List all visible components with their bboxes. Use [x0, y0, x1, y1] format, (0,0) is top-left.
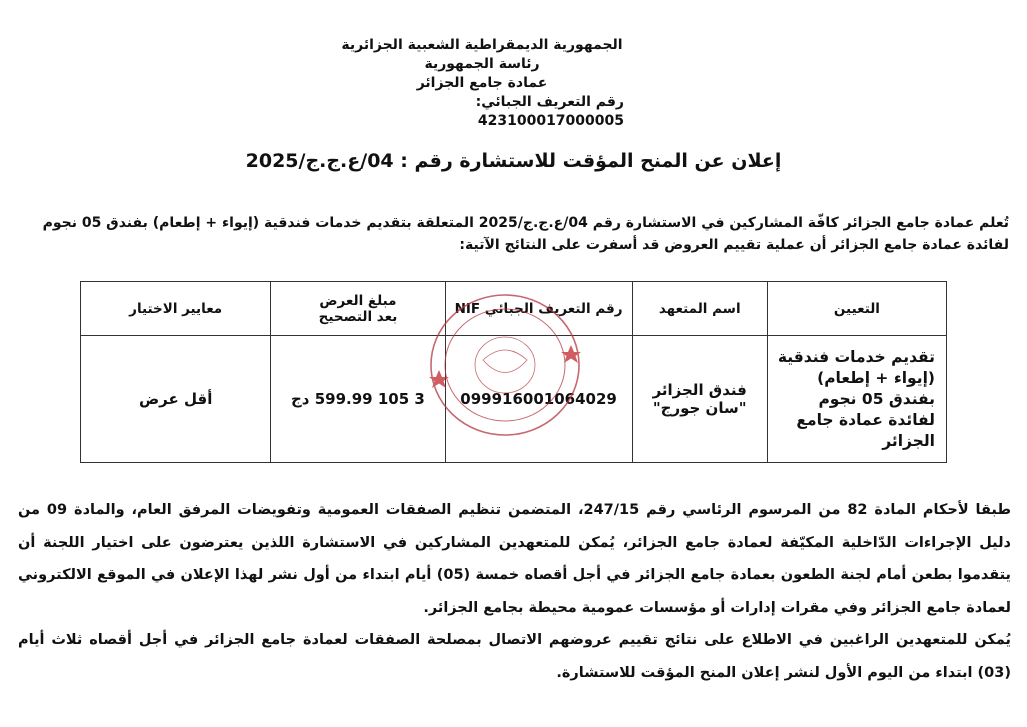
header-amount — [271, 282, 445, 336]
table-header-row — [81, 282, 947, 336]
header-criteria: معايير الاختيار — [81, 282, 271, 336]
header-designation: التعيين — [767, 282, 946, 336]
header-republic: الجمهورية الديمقراطية الشعبية الجزائرية — [341, 37, 623, 53]
header-amount-line2: بعد التصحيح — [318, 308, 398, 325]
cell-nif: 099916001064029 — [445, 336, 632, 463]
header-presidency: رئاسة الجمهورية — [424, 56, 540, 72]
cell-bidder — [632, 336, 767, 463]
table-row — [81, 336, 947, 463]
paragraph-consultation: يُمكن للمتعهدين الراغبين في الاطلاع على نتائج تقييم عروضهم الاتصال بمصلحة الصفقات لعمادة جامع الجزائر في أجل أقصاه ثلاث أيام (03) ابتداء من اليوم الأول لنشر إعلان المنح المؤقت للاستشارة. — [18, 632, 1011, 681]
legal-text — [18, 494, 1011, 689]
header-nif: رقم التعريف الجبائي: 423100017000005 — [475, 94, 624, 129]
bidder-name-line2: "سان جورج" — [652, 399, 747, 417]
intro-paragraph: تُعلم عمادة جامع الجزائر كافّة المشاركين في الاستشارة رقم 04/ع.ج.ج/2025 المتعلقة بتقديم خدمات فندقية (إيواء + إطعام) بفندق 05 نجوم لفائدة عمادة جامع الجزائر أن عملية تقييم العروض قد أسفرت على النتائج الآتية: — [42, 215, 1009, 253]
bidder-name-line1: فندق الجزائر — [652, 381, 747, 399]
header-institution: عمادة جامع الجزائر — [416, 75, 548, 91]
results-table — [80, 281, 947, 463]
cell-amount: 3 105 599.99 دج — [271, 336, 445, 463]
letterhead — [332, 36, 632, 131]
page-title: إعلان عن المنح المؤقت للاستشارة رقم : 04/ع.ج.ج/2025 — [245, 150, 782, 172]
header-bidder: اسم المتعهد — [632, 282, 767, 336]
designation-text: تقديم خدمات فندقية (إيواء + إطعام) بفندق 05 نجوم لفائدة عمادة جامع الجزائر — [777, 347, 935, 450]
paragraph-appeal: طبقا لأحكام المادة 82 من المرسوم الرئاسي رقم 247/15، المتضمن تنظيم الصفقات العمومية وتفويضات المرفق العام، والمادة 09 من دليل الإجراءات الدّاخلية المكيّفة لعمادة جامع الجزائر، يُمكن للمتعهدين المشاركين في الاستشارة اللذين يعترضون على اختيار اللجنة أن يتقدموا بطعن أمام لجنة الطعون بعمادة جامع الجزائر في أجل أقصاه خمسة (05) أيام ابتداء من أول نشر لهذا الإعلان في الموقع الالكتروني لعمادة جامع الجزائر وفي مقرات إدارات أو مؤسسات عمومية محيطة بجامع الجزائر. — [18, 502, 1012, 616]
cell-designation — [767, 336, 946, 463]
header-amount-line1: مبلغ العرض — [319, 292, 397, 309]
cell-criteria: أقل عرض — [81, 336, 271, 463]
header-nif-cell: رقم التعريف الجبائي NIF — [445, 282, 632, 336]
